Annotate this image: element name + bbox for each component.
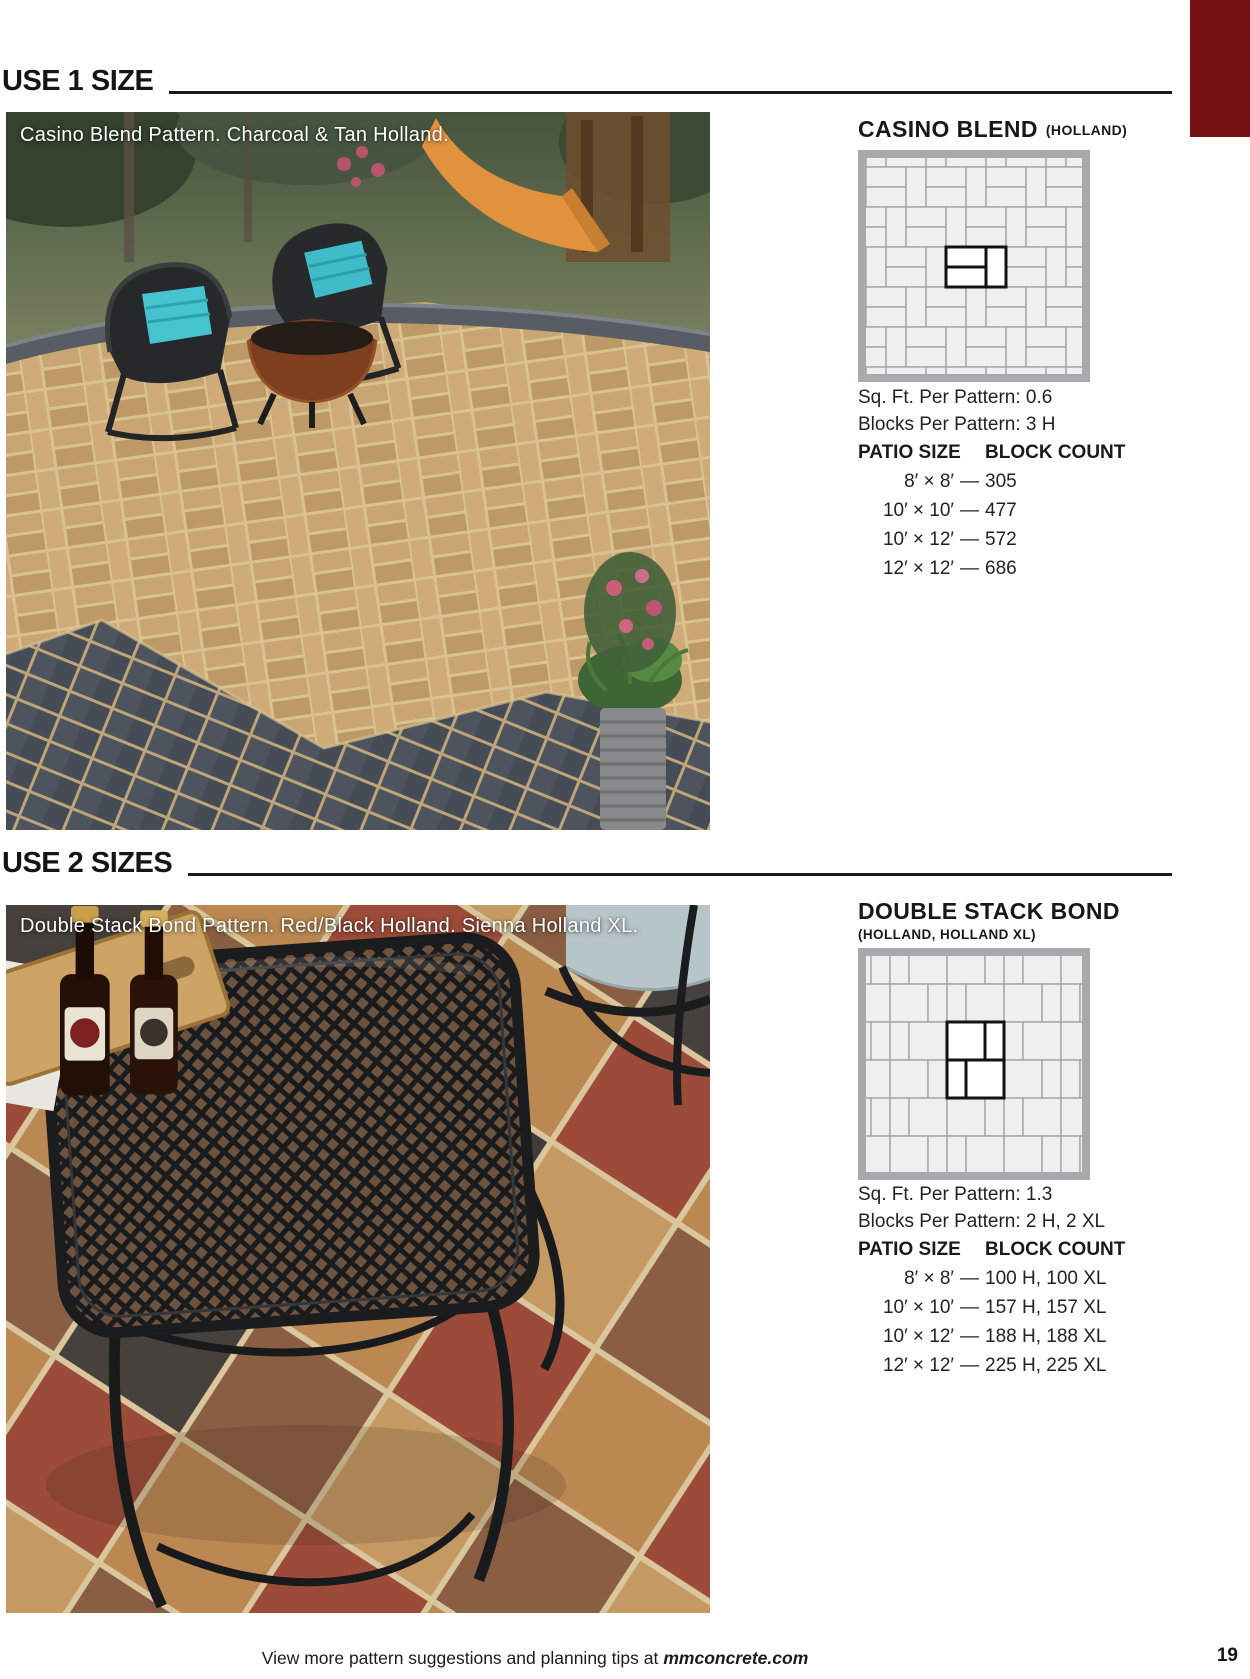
col-block-count: BLOCK COUNT xyxy=(985,1239,1126,1260)
table-header xyxy=(858,438,1208,467)
section-1-header xyxy=(2,64,1172,98)
patio-size-value: 8′ × 8′ xyxy=(904,471,954,492)
col-patio-size: PATIO SIZE xyxy=(858,442,961,463)
block-count-value: 225 H, 225 XL xyxy=(985,1355,1107,1376)
block-count-value: 477 xyxy=(985,500,1017,521)
patio-photo-image xyxy=(6,112,710,830)
block-count-value: 305 xyxy=(985,471,1017,492)
pattern-diagram-double-stack-bond xyxy=(858,948,1090,1180)
rose-bush xyxy=(584,552,676,672)
footer xyxy=(0,1648,1070,1669)
block-count-value: 157 H, 157 XL xyxy=(985,1297,1107,1318)
pattern-block-types: (HOLLAND, HOLLAND XL) xyxy=(858,927,1036,942)
sqft-per-pattern: Sq. Ft. Per Pattern: 0.6 xyxy=(858,387,1053,408)
block-count-value: 686 xyxy=(985,558,1017,579)
patio-size-value: 10′ × 12′ xyxy=(882,1326,954,1347)
block-count-value: 188 H, 188 XL xyxy=(985,1326,1107,1347)
blocks-per-pattern: Blocks Per Pattern: 3 H xyxy=(858,413,1056,435)
pattern-name-double-stack-bond xyxy=(858,898,1120,942)
pavers-photo xyxy=(6,905,710,1613)
patio-photo xyxy=(6,112,710,830)
col-block-count: BLOCK COUNT xyxy=(985,442,1126,463)
pattern-title-text: DOUBLE STACK BOND xyxy=(858,898,1120,924)
row-dash: — xyxy=(960,558,979,579)
photo-caption: Casino Blend Pattern. Charcoal & Tan Holland. xyxy=(20,124,449,146)
patio-size-value: 10′ × 10′ xyxy=(882,500,954,521)
row-dash: — xyxy=(960,500,979,521)
section-2-header xyxy=(2,846,1172,880)
pattern-block-types: (HOLLAND) xyxy=(1045,122,1128,138)
pattern-name-casino-blend xyxy=(858,116,1127,143)
footer-link: mmconcrete.com xyxy=(663,1648,809,1668)
table-row xyxy=(858,1351,1208,1380)
row-dash: — xyxy=(960,471,979,492)
patio-size-value: 8′ × 8′ xyxy=(904,1268,954,1289)
row-dash: — xyxy=(960,529,979,550)
table-row xyxy=(858,1322,1208,1351)
patio-size-value: 10′ × 10′ xyxy=(882,1297,954,1318)
sqft-per-pattern: Sq. Ft. Per Pattern: 1.3 xyxy=(858,1184,1053,1205)
heading-rule xyxy=(188,873,1172,876)
photo-caption: Double Stack Bond Pattern. Red/Black Holland. Sienna Holland XL. xyxy=(20,915,639,937)
table-row xyxy=(858,1293,1208,1322)
patio-size-value: 12′ × 12′ xyxy=(882,1355,954,1376)
section-heading-use-2-sizes: USE 2 SIZES xyxy=(2,847,173,879)
page-number: 19 xyxy=(1216,1645,1238,1666)
patio-size-value: 12′ × 12′ xyxy=(882,558,954,579)
fire-bowl xyxy=(248,319,376,428)
section-heading-use-1-size: USE 1 SIZE xyxy=(2,65,154,97)
table-header xyxy=(858,1235,1208,1264)
row-dash: — xyxy=(960,1268,979,1289)
footer-text: View more pattern suggestions and planning tips at xyxy=(261,1648,659,1668)
block-count-value: 572 xyxy=(985,529,1017,550)
pavers-photo-image xyxy=(6,905,710,1613)
col-patio-size: PATIO SIZE xyxy=(858,1239,961,1260)
row-dash: — xyxy=(960,1326,979,1347)
heading-rule xyxy=(169,91,1172,94)
pattern-title-text: CASINO BLEND xyxy=(858,116,1038,142)
table-row xyxy=(858,467,1208,496)
table-row xyxy=(858,525,1208,554)
patio-size-value: 10′ × 12′ xyxy=(882,529,954,550)
table-row xyxy=(858,496,1208,525)
table-row xyxy=(858,554,1208,583)
row-dash: — xyxy=(960,1355,979,1376)
blocks-per-pattern: Blocks Per Pattern: 2 H, 2 XL xyxy=(858,1210,1106,1232)
row-dash: — xyxy=(960,1297,979,1318)
pattern-stats-2 xyxy=(858,1182,1208,1380)
brand-corner-rect xyxy=(1190,0,1250,137)
block-count-value: 100 H, 100 XL xyxy=(985,1268,1107,1289)
table-row xyxy=(858,1264,1208,1293)
pattern-diagram-casino-blend xyxy=(858,150,1090,382)
pattern-stats-1 xyxy=(858,385,1208,583)
